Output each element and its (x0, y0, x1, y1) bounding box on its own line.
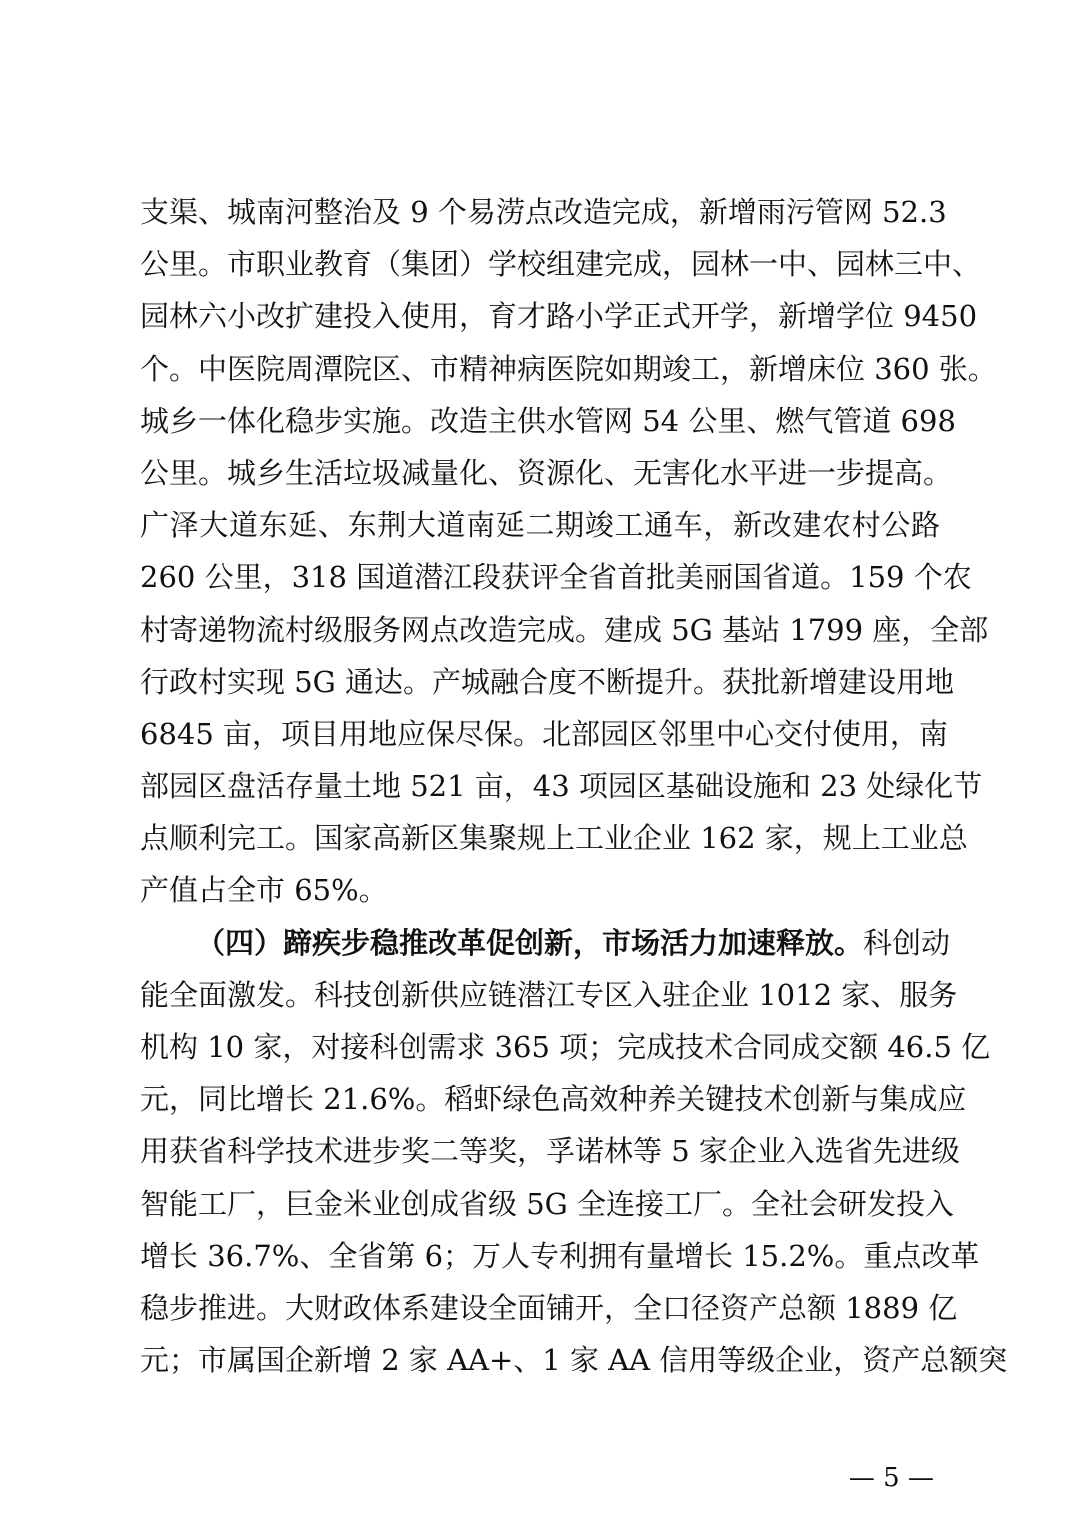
text-line: 村寄递物流村级服务网点改造完成。建成 5G 基站 1799 座，全部 (140, 612, 989, 647)
text-line: 机构 10 家，对接科创需求 365 项；完成技术合同成交额 46.5 亿 (140, 1030, 991, 1064)
text-line: 元；市属国企新增 2 家 AA+、1 家 AA 信用等级企业，资产总额突 (140, 1343, 1008, 1378)
text-line: 个。中医院周潭院区、市精神病医院如期竣工，新增床位 360 张。 (140, 351, 997, 386)
text-line: 用获省科学技术进步奖二等奖，孚诺林等 5 家企业入选省先进级 (140, 1134, 960, 1169)
text-line: 元，同比增长 21.6%。稻虾绿色高效种养关键技术创新与集成应 (140, 1082, 967, 1117)
page-number: — 5 — (848, 1463, 934, 1493)
text-line: 能全面激发。科技创新供应链潜江专区入驻企业 1012 家、服务 (140, 977, 958, 1012)
text-line: 公里。市职业教育（集团）学校组建完成，园林一中、园林三中、 (140, 247, 982, 282)
text-line: 城乡一体化稳步实施。改造主供水管网 54 公里、燃气管道 698 (140, 403, 956, 438)
text-line: 智能工厂，巨金米业创成省级 5G 全连接工厂。全社会研发投入 (140, 1186, 955, 1221)
paragraph (140, 186, 997, 917)
text-line: 部园区盘活存量土地 521 亩，43 项园区基础设施和 23 处绿化节 (140, 769, 983, 804)
text-line: 产值占全市 65%。 (140, 873, 388, 908)
text-line: 增长 36.7%、全省第 6；万人专利拥有量增长 15.2%。重点改革 (140, 1238, 980, 1273)
text-line: 园林六小改扩建投入使用，育才路小学正式开学，新增学位 9450 (140, 299, 978, 334)
text-line: 稳步推进。大财政体系建设全面铺开，全口径资产总额 1889 亿 (140, 1290, 958, 1325)
text-line: 点顺利完工。国家高新区集聚规上工业企业 162 家，规上工业总 (140, 821, 968, 856)
paragraph (140, 917, 1008, 1387)
text-line: 公里。城乡生活垃圾减量化、资源化、无害化水平进一步提高。 (140, 455, 953, 490)
text-line (140, 917, 951, 969)
section-heading: （四）蹄疾步稳推改革促创新，市场活力加速释放。 (196, 925, 864, 960)
text-line: 支渠、城南河整治及 9 个易涝点改造完成，新增雨污管网 52.3 (140, 195, 947, 229)
text-line: 6845 亩，项目用地应保尽保。北部园区邻里中心交付使用，南 (140, 716, 949, 751)
text-line: 260 公里，318 国道潜江段获评全省首批美丽国省道。159 个农 (140, 560, 972, 595)
text-run: 科创动 (863, 925, 951, 960)
text-line: 广泽大道东延、东荆大道南延二期竣工通车，新改建农村公路 (140, 508, 940, 543)
body-text (140, 186, 1008, 1386)
text-line: 行政村实现 5G 通达。产城融合度不断提升。获批新增建设用地 (140, 664, 955, 699)
